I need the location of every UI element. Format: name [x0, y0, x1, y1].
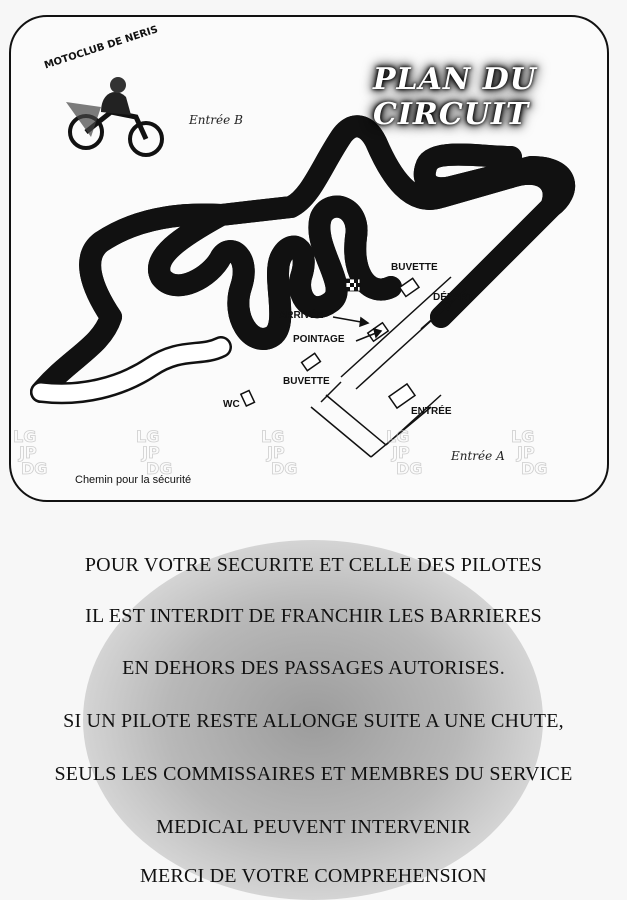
svg-text:DG: DG	[521, 459, 548, 478]
svg-text:JP: JP	[392, 443, 410, 462]
svg-text:LG: LG	[386, 427, 410, 446]
entree-label: ENTRÉE	[411, 406, 452, 417]
race-track	[41, 126, 564, 393]
safety-path-label: Chemin pour la sécurité	[75, 474, 192, 486]
svg-text:LG: LG	[511, 427, 535, 446]
arrivee-label: ARRIVÉE	[279, 310, 324, 321]
buvette-top-label: BUVETTE	[391, 262, 438, 273]
svg-text:DG: DG	[146, 459, 173, 478]
notice-line: SEULS LES COMMISSAIRES ET MEMBRES DU SERVICE	[54, 763, 573, 785]
depart-label: DÉPART	[433, 292, 474, 303]
notice-line: MEDICAL PEUVENT INTERVENIR	[156, 816, 471, 838]
svg-text:LG: LG	[261, 427, 285, 446]
svg-text:JP: JP	[142, 443, 160, 462]
map-title: PLAN DU CIRCUIT	[373, 62, 537, 132]
motocross-rider-logo	[66, 77, 162, 155]
entrance-b-label: Entrée B	[189, 113, 243, 127]
club-name: MOTOCLUB DE NERIS	[43, 24, 160, 72]
circuit-map-frame	[9, 15, 609, 502]
svg-text:JP: JP	[517, 443, 535, 462]
notice-line: MERCI DE VOTRE COMPREHENSION	[140, 865, 487, 887]
svg-text:DG: DG	[396, 459, 423, 478]
notice-line: SI UN PILOTE RESTE ALLONGE SUITE A UNE CHUTE,	[63, 710, 564, 732]
wc-label: WC	[223, 399, 240, 410]
svg-text:JP: JP	[267, 443, 285, 462]
entrance-a-label: Entrée A	[451, 449, 505, 463]
pointage-label: POINTAGE	[293, 334, 345, 345]
svg-text:DG: DG	[271, 459, 298, 478]
svg-text:LG: LG	[136, 427, 160, 446]
buvette-bottom-label: BUVETTE	[283, 376, 330, 387]
svg-text:LG: LG	[13, 427, 37, 446]
svg-text:JP: JP	[19, 443, 37, 462]
svg-text:DG: DG	[21, 459, 48, 478]
notice-line: POUR VOTRE SECURITE ET CELLE DES PILOTES	[84, 554, 543, 576]
safety-notice	[0, 510, 627, 894]
notice-line: IL EST INTERDIT DE FRANCHIR LES BARRIERES	[85, 605, 542, 627]
notice-line: EN DEHORS DES PASSAGES AUTORISES.	[122, 657, 505, 679]
